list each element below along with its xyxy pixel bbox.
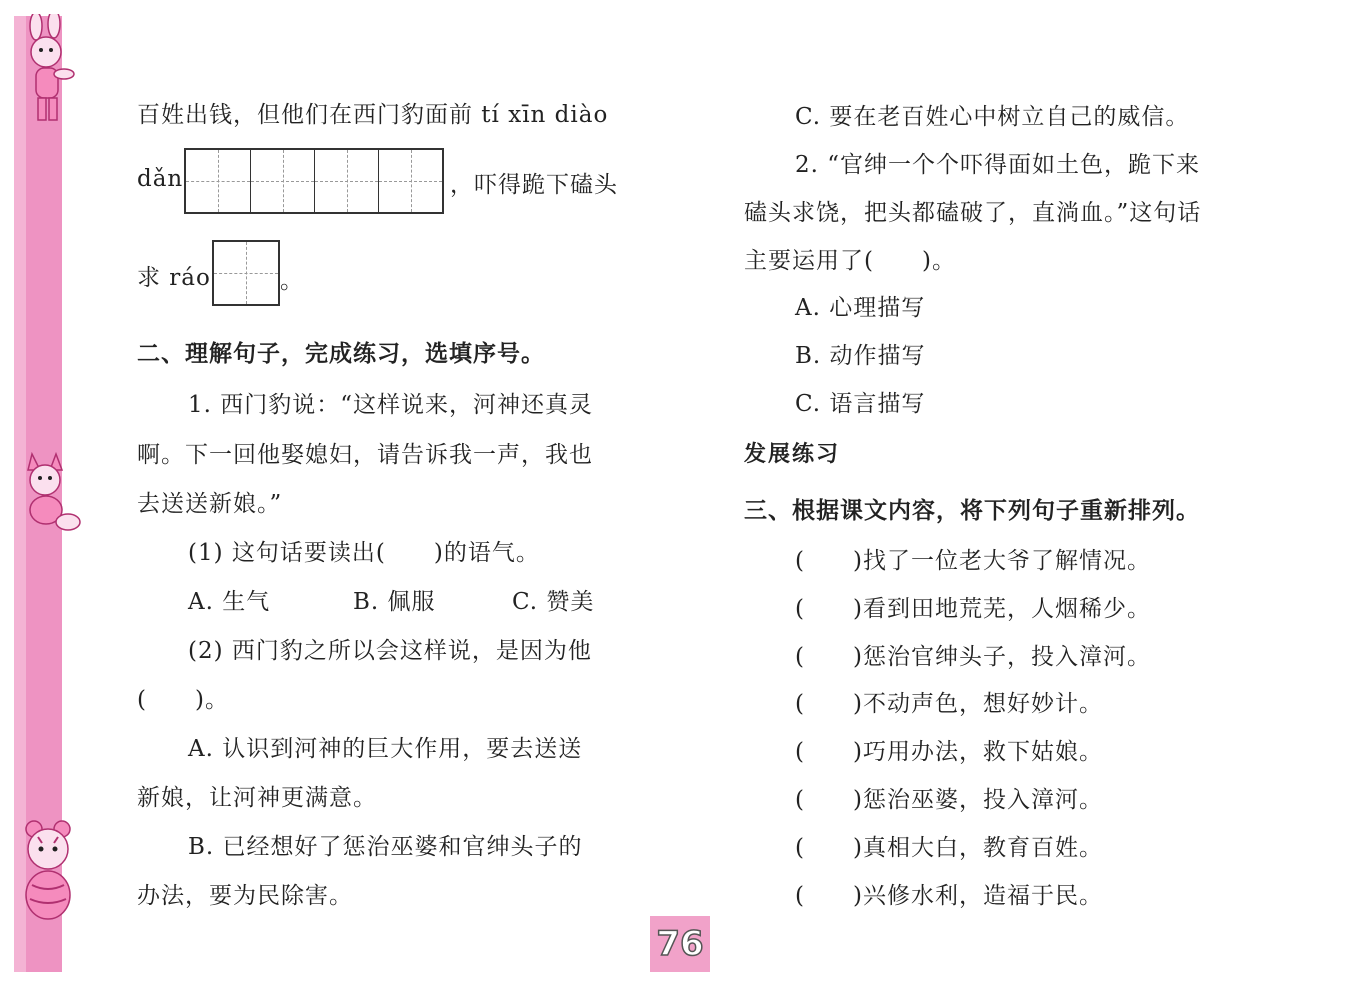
option-b-line1: B. 已经想好了惩治巫婆和官绅头子的 bbox=[188, 834, 583, 860]
order-item: ( )惩治巫婆，投入漳河。 bbox=[795, 787, 1103, 813]
pinyin-qiu-rao: 求 ráo bbox=[137, 265, 211, 291]
option-a-line2: 新娘，让河神更满意。 bbox=[137, 785, 377, 811]
q2-line2: 磕头求饶，把头都磕破了，直淌血。”这句话 bbox=[744, 200, 1202, 226]
order-item: ( )找了一位老大爷了解情况。 bbox=[795, 548, 1151, 574]
order-item: ( )兴修水利，造福于民。 bbox=[795, 883, 1103, 909]
rabbit-icon bbox=[14, 14, 84, 129]
order-item: ( )惩治官绅头子，投入漳河。 bbox=[795, 644, 1151, 670]
development-heading: 发展练习 bbox=[744, 442, 841, 467]
q1-sub2-line1: (2) 西门豹之所以会这样说，是因为他 bbox=[188, 638, 592, 664]
option-c: C. 要在老百姓心中树立自己的威信。 bbox=[795, 104, 1190, 130]
q1-sub1-option-a: A. 生气 bbox=[188, 589, 271, 615]
order-item: ( )真相大白，教育百姓。 bbox=[795, 835, 1103, 861]
after-grid-text: ，吓得跪下磕头 bbox=[450, 172, 618, 198]
q1-sub1-option-c: C. 赞美 bbox=[512, 589, 595, 615]
tian-grid-1-char[interactable] bbox=[212, 240, 280, 306]
q1-line3: 去送送新娘。” bbox=[137, 491, 283, 517]
order-item: ( )巧用办法，救下姑娘。 bbox=[795, 739, 1103, 765]
order-item: ( )不动声色，想好妙计。 bbox=[795, 691, 1103, 717]
page-number: 76 bbox=[650, 916, 710, 972]
period: 。 bbox=[280, 268, 304, 294]
tian-grid-cell[interactable] bbox=[314, 150, 378, 212]
option-b-line2: 办法，要为民除害。 bbox=[137, 883, 353, 909]
q1-line2: 啊。下一回他娶媳妇，请告诉我一声，我也 bbox=[137, 442, 593, 468]
option-a-line1: A. 认识到河神的巨大作用，要去送送 bbox=[188, 736, 583, 762]
pinyin-sentence-line1: 百姓出钱，但他们在西门豹面前 tí xīn diào bbox=[137, 102, 609, 128]
fox-icon bbox=[14, 448, 84, 538]
q1-sub1: (1) 这句话要读出( )的语气。 bbox=[188, 540, 540, 566]
q2-line3: 主要运用了( )。 bbox=[744, 248, 956, 274]
section2-heading: 二、理解句子，完成练习，选填序号。 bbox=[137, 341, 545, 367]
tian-grid-cell[interactable] bbox=[378, 150, 442, 212]
tian-grid-cell[interactable] bbox=[214, 242, 278, 304]
section3-heading: 三、根据课文内容，将下列句子重新排列。 bbox=[744, 498, 1200, 524]
q1-sub1-option-b: B. 佩服 bbox=[353, 589, 436, 615]
tian-grid-cell[interactable] bbox=[186, 150, 250, 212]
q1-line1: 1. 西门豹说：“这样说来，河神还真灵 bbox=[188, 392, 594, 418]
q2-line1: 2. “官绅一个个吓得面如土色，跪下来 bbox=[795, 152, 1201, 178]
tiger-icon bbox=[14, 815, 84, 925]
tian-grid-cell[interactable] bbox=[250, 150, 314, 212]
pinyin-dan: dǎn bbox=[137, 166, 184, 192]
order-item: ( )看到田地荒芜，人烟稀少。 bbox=[795, 596, 1151, 622]
tian-grid-4-chars[interactable] bbox=[184, 148, 444, 214]
q2-option-b: B. 动作描写 bbox=[795, 343, 926, 369]
q2-option-c: C. 语言描写 bbox=[795, 391, 926, 417]
q1-sub2-line2: ( )。 bbox=[137, 687, 229, 713]
q2-option-a: A. 心理描写 bbox=[795, 295, 926, 321]
